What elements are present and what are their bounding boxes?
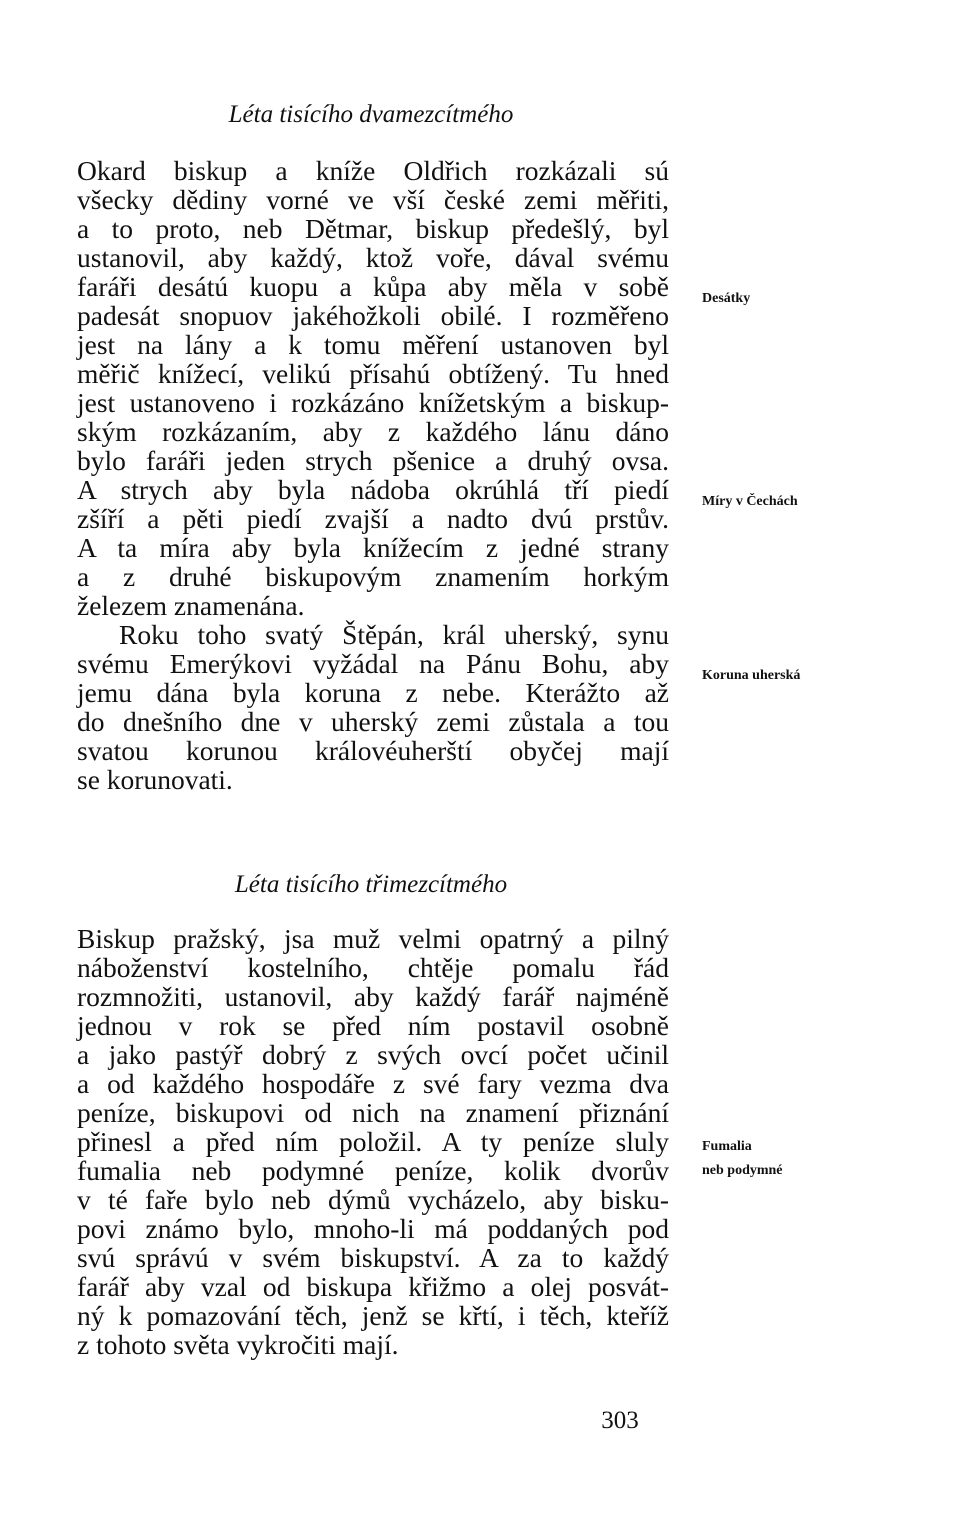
text-line: Roku toho svatý Štěpán, král uherský, synu (119, 619, 669, 650)
section-1-text (77, 156, 669, 794)
text-line: padesát snopuov jakéhožkoli obilé. I rozměřeno (77, 300, 669, 331)
margin-note-miry: Míry v Čechách (702, 494, 798, 509)
text-line: zšíří a pěti piedí zvajší a nadto dvú prstův. (77, 503, 669, 534)
text-line: železem znamenána. (77, 590, 305, 621)
text-line: fumalia neb podymné peníze, kolik dvorův (77, 1155, 669, 1186)
text-line: a jako pastýř dobrý z svých ovcí počet učinil (77, 1039, 669, 1070)
text-line: jest ustanoveno i rozkázáno knížetským a biskup- (77, 387, 669, 418)
section-heading-2: Léta tisícího třimezcítmého (234, 871, 508, 898)
text-line: bylo faráři jeden strych pšenice a druhý ovsa. (77, 445, 669, 476)
text-line: jest na lány a k tomu měření ustanoven byl (77, 329, 669, 360)
margin-note-fumalia: Fumalia (702, 1139, 752, 1154)
text-line: faráři desátú kuopu a kůpa aby měla v sobě (77, 271, 669, 302)
text-line: farář aby vzal od biskupa křižmo a olej posvát- (77, 1271, 669, 1302)
text-line: ustanovil, aby každý, ktož voře, dával svému (77, 242, 669, 273)
text-line: a z druhé biskupovým znamením horkým (77, 561, 669, 592)
text-line: A strych aby byla nádoba okrúhlá tří piedí (77, 474, 669, 505)
text-line: z tohoto světa vykročiti mají. (77, 1329, 399, 1360)
text-line: A ta míra aby byla knížecím z jedné strany (77, 532, 669, 563)
text-line: svú správú v svém biskupství. A za to každý (77, 1242, 669, 1273)
margin-note-desatky: Desátky (702, 291, 751, 306)
text-line: měřič knížecí, velikú přísahú obtížený. Tu hned (77, 358, 669, 389)
text-line: a od každého hospodáře z své fary vezma dva (77, 1068, 669, 1099)
text-line: rozmnožiti, ustanovil, aby každý farář najméně (77, 981, 669, 1012)
text-line: ný k pomazování těch, jenž se křtí, i těch, kteříž (77, 1300, 669, 1331)
text-line: a to proto, neb Dětmar, biskup předešlý, byl (77, 213, 669, 244)
text-line: ským rozkázaním, aby z každého lánu dáno (77, 416, 669, 447)
text-line: Okard biskup a kníže Oldřich rozkázali sú (77, 155, 669, 186)
text-line: Biskup pražský, jsa muž velmi opatrný a pilný (77, 923, 669, 954)
text-line: svému Emerýkovi vyžádal na Pánu Bohu, aby (77, 648, 669, 679)
text-line: náboženství kostelního, chtěje pomalu řád (77, 952, 669, 983)
text-line: peníze, biskupovi od nich na znamení přiznání (77, 1097, 669, 1128)
margin-note-podymne: neb podymné (702, 1163, 783, 1178)
text-line: jemu dána byla koruna z nebe. Kterážto až (77, 677, 669, 708)
text-line: všecky dědiny vorné ve vší české zemi měřiti, (77, 184, 669, 215)
text-line: v té faře bylo neb dýmů vycházelo, aby bisku- (77, 1184, 669, 1215)
page-number: 303 (601, 1407, 639, 1434)
text-line: přinesl a před ním položil. A ty peníze sluly (77, 1126, 669, 1157)
text-line: jednou v rok se před ním postavil osobně (77, 1010, 669, 1041)
text-line: se korunovati. (77, 764, 233, 795)
section-2-text (77, 924, 669, 1359)
text-line: povi známo bylo, mnoho-li má poddaných pod (77, 1213, 669, 1244)
text-line: svatou korunou královéuherští obyčej mají (77, 735, 669, 766)
section-heading-1: Léta tisícího dvamezcítmého (228, 101, 514, 128)
margin-note-koruna: Koruna uherská (702, 668, 801, 683)
text-line: do dnešního dne v uherský zemi zůstala a tou (77, 706, 669, 737)
